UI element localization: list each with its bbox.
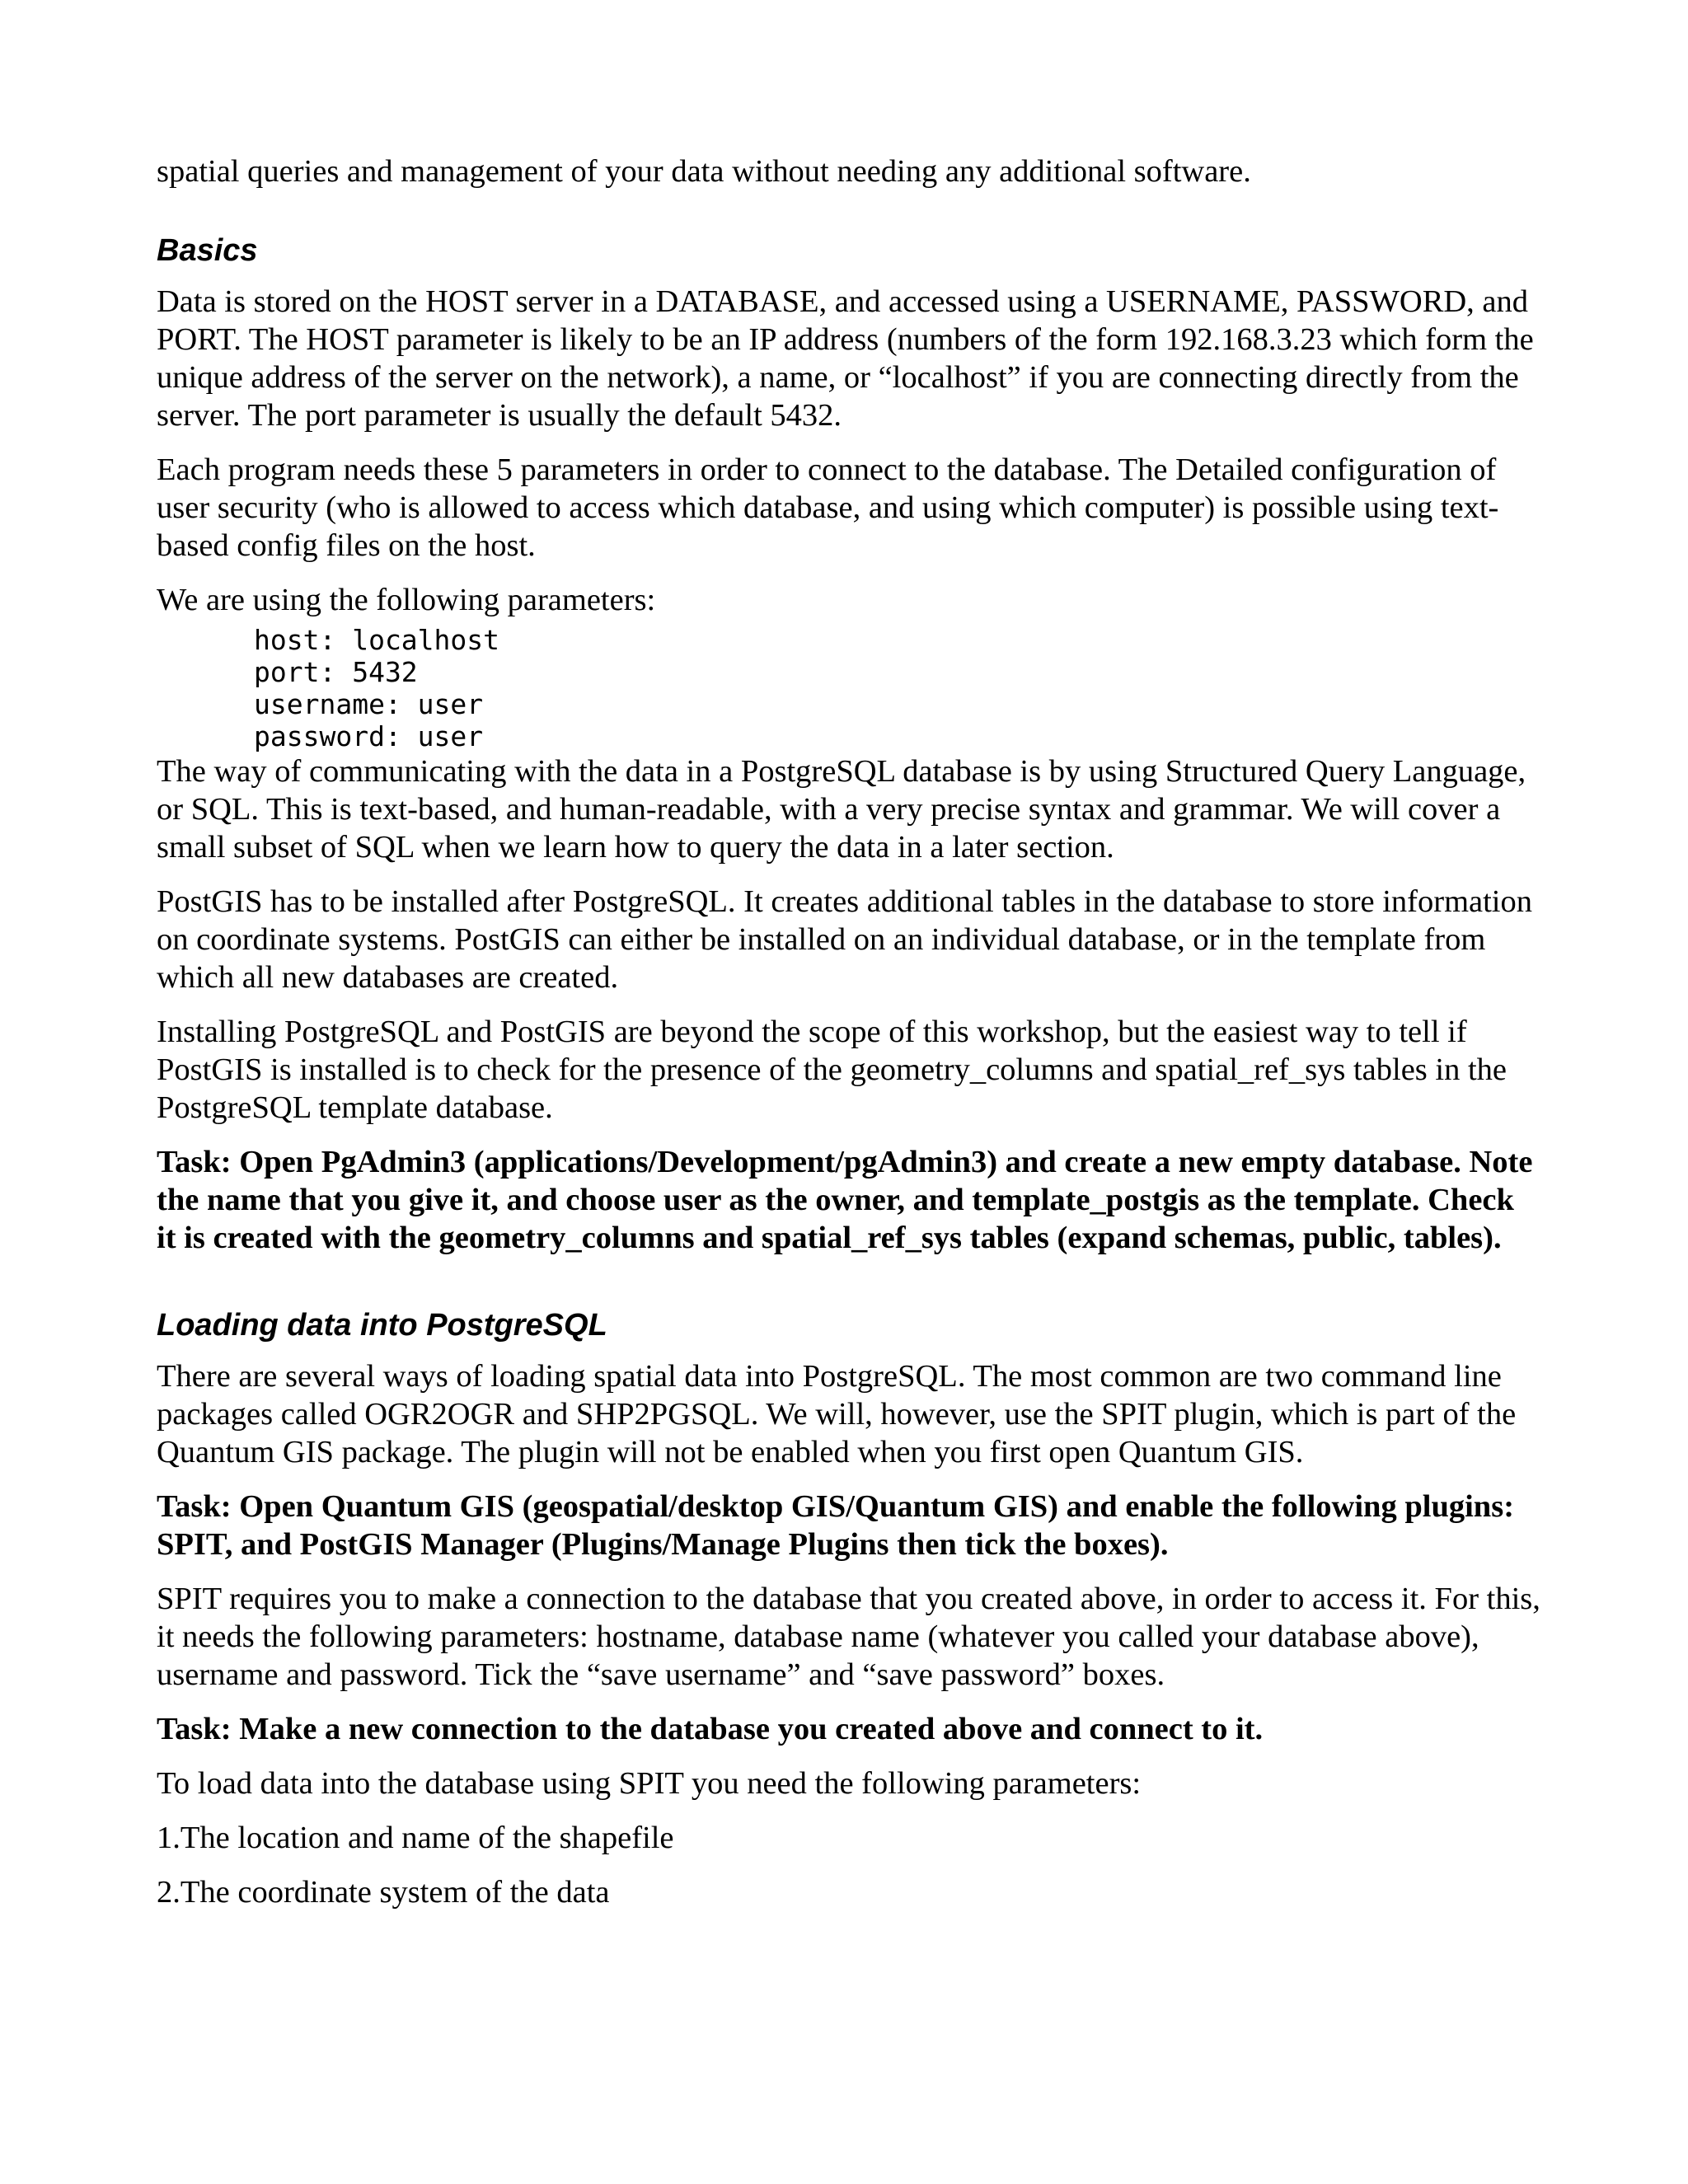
loading-paragraph-parameters: To load data into the database using SPIT you need the following parameters: xyxy=(157,1766,1142,1801)
param-port: port: 5432 xyxy=(254,656,418,688)
loading-heading: Loading data into PostgreSQL xyxy=(157,1308,607,1343)
connection-parameters-block xyxy=(254,624,1541,752)
task-pgadmin: Task: Open PgAdmin3 (applications/Development/pgAdmin3) and create a new empty database. Note the name that you give it, and choose user as the owner, and template_postgis as the template. Check it is created with the geometry_columns and spatial_ref_sys tables (expand schemas, public, tables). xyxy=(157,1145,1533,1255)
basics-paragraph-postgis: PostGIS has to be installed after PostgreSQL. It creates additional tables in the database to store information on coordinate systems. PostGIS can either be installed on an individual database, or in the template from which all new databases are created. xyxy=(157,884,1532,995)
task-quantum-gis: Task: Open Quantum GIS (geospatial/desktop GIS/Quantum GIS) and enable the following plugins: SPIT, and PostGIS Manager (Plugins/Manage Plugins then tick the boxes). xyxy=(157,1489,1515,1562)
basics-heading: Basics xyxy=(157,233,258,268)
basics-paragraph-following: We are using the following parameters: xyxy=(157,583,656,617)
basics-paragraph-sql: The way of communicating with the data in a PostgreSQL database is by using Structured Query Language, or SQL. This is text-based, and human-readable, with a very precise syntax and grammar. We will cover a small subset of SQL when we learn how to query the data in a later section. xyxy=(157,754,1526,865)
document-page xyxy=(157,152,1541,1928)
param-username: username: user xyxy=(254,688,484,720)
basics-paragraph-parameters: Each program needs these 5 parameters in order to connect to the database. The Detailed configuration of user security (who is allowed to access which database, and using which computer) is possible using text-based config files on the host. xyxy=(157,452,1499,563)
basics-paragraph-install: Installing PostgreSQL and PostGIS are beyond the scope of this workshop, but the easiest way to tell if PostGIS is installed is to check for the presence of the geometry_columns and spatial_ref_sys tables in the PostgreSQL template database. xyxy=(157,1015,1507,1125)
loading-paragraph-methods: There are several ways of loading spatial data into PostgreSQL. The most common are two command line packages called OGR2OGR and SHP2PGSQL. We will, however, use the SPIT plugin, which is part of the Quantum GIS package. The plugin will not be enabled when you first open Quantum GIS. xyxy=(157,1359,1517,1469)
list-item: 1.The location and name of the shapefile xyxy=(157,1821,674,1855)
task-new-connection: Task: Make a new connection to the database you created above and connect to it. xyxy=(157,1712,1264,1746)
basics-paragraph-host: Data is stored on the HOST server in a DATABASE, and accessed using a USERNAME, PASSWORD, and PORT. The HOST parameter is likely to be an IP address (numbers of the form 192.168.3.23 which form the unique address of the server on the network), a name, or “localhost” if you are connecting directly from the server. The port parameter is usually the default 5432. xyxy=(157,284,1534,433)
param-password: password: user xyxy=(254,720,484,752)
param-host: host: localhost xyxy=(254,624,500,656)
intro-tail-paragraph: spatial queries and management of your data without needing any additional software. xyxy=(157,154,1251,189)
list-item: 2.The coordinate system of the data xyxy=(157,1875,610,1910)
loading-paragraph-spit: SPIT requires you to make a connection to the database that you created above, in order to access it. For this, it needs the following parameters: hostname, database name (whatever you called your database above), username and password. Tick the “save username” and “save password” boxes. xyxy=(157,1582,1540,1692)
